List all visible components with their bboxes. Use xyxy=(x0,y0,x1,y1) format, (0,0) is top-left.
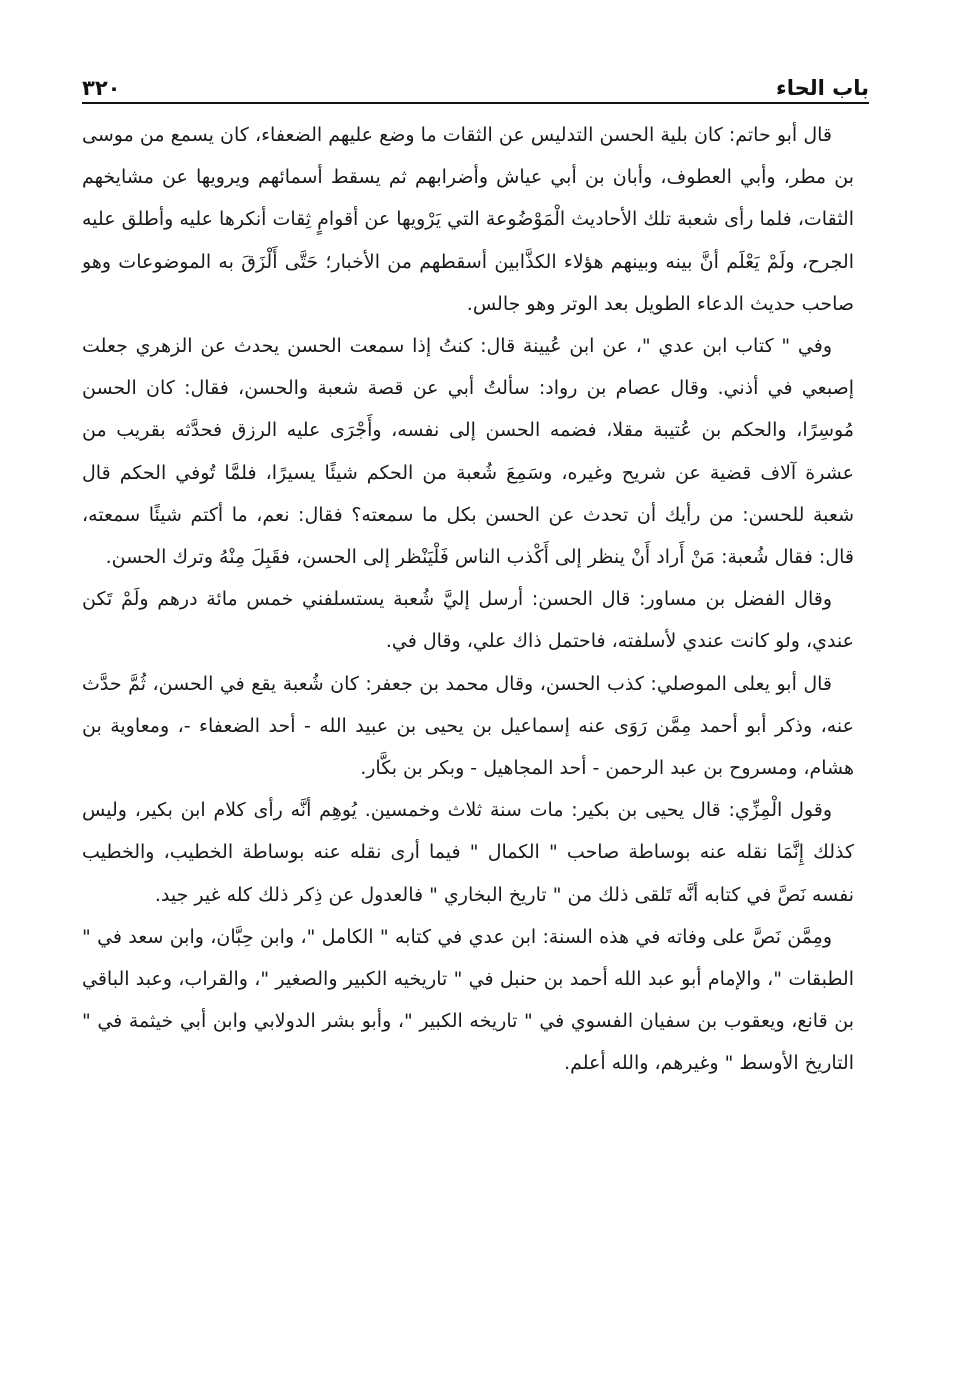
running-header xyxy=(82,60,869,100)
paragraph-abu-yala: قال أبو يعلى الموصلي: كذب الحسن، وقال محمد بن جعفر: كان شُعبة يقع في الحسن، ثُمَّ حدَّث عنه، وذكر أبو أحمد مِمَّن رَوَى عنه إسماعيل بن يحيى بن عبيد الله - أحد الضعفاء -، ومعاوية بن هشام، ومسروح بن عبد الرحمن - أحد المجاهيل - وبكر بن بكَّار. xyxy=(82,672,854,780)
paragraph-ibn-adi: وفي " كتاب ابن عدي "، عن ابن عُيينة قال: كنتُ إذا سمعت الحسن يحدث عن الزهري جعلت إصبعي في أذني. وقال عصام بن رواد: سألتُ أبي عن قصة شعبة والحسن، فقال: كان الحسن مُوسِرًا، والحكم بن عُتيبة مقلا، فضمه الحسن إلى نفسه، وأَجْرَى عليه الرزق فحدَّثه بقريب من عشرة آلاف قضية عن شريح وغيره، وسَمِعَ شُعبة من الحكم شيئًا يسيرًا، فلمَّا تُوفي الحكم قال شعبة للحسن: من رأيك أن تحدث عن الحسن بكل ما سمعته؟ فقال: نعم، ما أكتم شيئًا سمعته، قال: فقال شُعبة: مَنْ أَراد أَنْ ينظر إلى أَكْذب الناس فَلْيَنْظر إلى الحسن، فقَبِلَ مِنْهُ وترك الحسن. xyxy=(82,335,854,569)
paragraph-death-year: ومِمَّن نَصَّ على وفاته في هذه السنة: ابن عدي في كتابه " الكامل "، وابن حِبَّان، وابن سعد في " الطبقات "، والإمام أبو عبد الله أحمد بن حنبل في " تاريخيه الكبير والصغير "، والقراب، وعبد الباقي بن قانع، ويعقوب بن سفيان الفسوي في " تاريخه الكبير "، وأبو بشر الدولابي وابن أبي خيثمة في " التاريخ الأوسط " وغيرهم، والله أعلم. xyxy=(82,925,854,1075)
header-rule xyxy=(82,102,869,104)
paragraph-mizzi: وقول الْمِزِّي: قال يحيى بن بكير: مات سنة ثلاث وخمسين. يُوهِم أنَّه رأى كلام ابن بكير، وليس كذلك إِنَّمَا نقله عنه بوساطة صاحب " الكمال " فيما أرى نقله عنه بوساطة الخطيب، والخطيب نفسه نَصَّ في كتابه أنَّه تَلقى ذلك من " تاريخ البخاري " فالعدول عن ذِكر ذلك كله غير جيد. xyxy=(82,799,854,906)
chapter-title: باب الحاء xyxy=(775,76,869,100)
paragraph-fadl-ibn-musawir: وقال الفضل بن مساور: قال الحسن: أرسل إليَّ شُعبة يستسلفني خمس مائة درهم ولَمْ تَكن عندي، ولو كانت عندي لأسلفته، فاحتمل ذاك علي، وقال في. xyxy=(82,588,854,653)
page-number: ٣٢٠ xyxy=(82,76,121,100)
paragraph-abu-hatim: قال أبو حاتم: كان بلية الحسن التدليس عن الثقات ما وضع عليهم الضعفاء، كان يسمع من موسى بن مطر، وأبي العطوف، وأبان بن أبي عياش وأضرابهم ثم يسقط أسمائهم ويرويها عن مشايخهم الثقات، فلما رأى شعبة تلك الأحاديث الْمَوْضُوعة التي يَرْويها عن أقوامٍ ثِقات أنكرها عليه وأطلق عليه الجرح، ولَمْ يَعْلَم أنَّ بينه وبينهم هؤلاء الكذَّابين أسقطهم من الأخبار؛ حَتَّى أَلْزَقَ به الموضوعات وهو صاحب حديث الدعاء الطويل بعد الوتر وهو جالس. xyxy=(82,124,854,315)
main-text xyxy=(82,114,854,1085)
